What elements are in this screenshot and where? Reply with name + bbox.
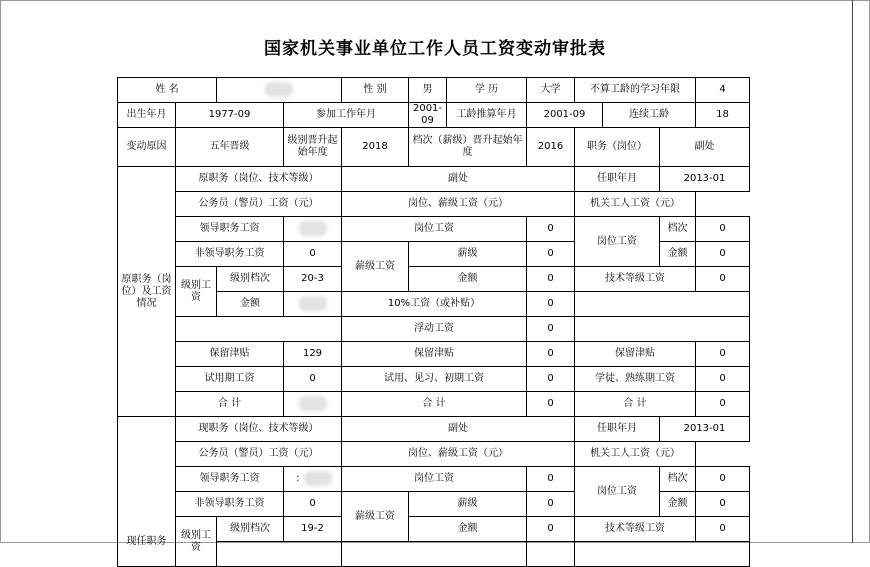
orig-section-label: 原职务（岗位）及工资情况 [118, 167, 176, 417]
orig-worker-grade-value: 0 [696, 217, 750, 242]
seniority-base-value: 2001-09 [527, 103, 603, 128]
name-value [217, 78, 342, 103]
cur-tech-value: 0 [696, 517, 750, 542]
cur-worker-post-label: 岗位工资 [575, 467, 660, 517]
orig-leader-label: 领导职务工资 [176, 217, 284, 242]
row-basic-3 [118, 128, 750, 167]
orig-reserve1-value: 129 [284, 342, 342, 367]
education-label: 学 历 [447, 78, 527, 103]
orig-post-salary-value: 0 [527, 217, 575, 242]
orig-empty-left [176, 317, 342, 342]
row-basic-1 [118, 78, 750, 103]
salary-approval-table [117, 77, 750, 567]
cur-pay-scale-sub: 薪级 [409, 492, 527, 517]
redacted-value [301, 298, 325, 309]
orig-scale-amount-label: 金额 [409, 267, 527, 292]
orig-total2-value: 0 [527, 392, 575, 417]
cur-cutoff-cell [527, 542, 575, 567]
cur-appoint-value: 2013-01 [660, 417, 750, 442]
orig-amount-label: 金额 [217, 292, 284, 317]
redacted-value [301, 398, 325, 409]
orig-reserve2-value: 0 [527, 342, 575, 367]
cur-post-salary-value: 0 [527, 467, 575, 492]
cur-leader-value [284, 467, 342, 492]
orig-nonleader-value: 0 [284, 242, 342, 267]
orig-reserve1-label: 保留津贴 [176, 342, 284, 367]
orig-empty-cell [575, 292, 750, 317]
gender-label: 性 别 [342, 78, 409, 103]
orig-tech-value: 0 [696, 267, 750, 292]
cur-civil-head: 公务员（警员）工资（元） [176, 442, 342, 467]
cur-row-heads [118, 442, 750, 467]
orig-ten-pct-label: 10%工资（或补贴） [342, 292, 527, 317]
level-start-value: 2018 [342, 128, 409, 167]
orig-tech-label: 技术等级工资 [575, 267, 696, 292]
orig-row-float [118, 317, 750, 342]
orig-worker-post-label: 岗位工资 [575, 217, 660, 267]
continuous-service-value: 18 [696, 103, 750, 128]
cur-worker-amount-label: 金额 [660, 492, 696, 517]
orig-total2-label: 合 计 [342, 392, 527, 417]
cur-pay-scale-label: 薪级工资 [342, 492, 409, 542]
cur-row-level [118, 517, 750, 542]
orig-float-label: 浮动工资 [342, 317, 527, 342]
redacted-value [306, 473, 330, 484]
orig-level-grade-value: 20-3 [284, 267, 342, 292]
cur-duty-value: 副处 [342, 417, 575, 442]
orig-row-total [118, 392, 750, 417]
study-years-value: 4 [696, 78, 750, 103]
level-start-label: 级别晋升起始年度 [284, 128, 342, 167]
orig-reserve3-value: 0 [696, 342, 750, 367]
cur-appoint-label: 任职年月 [575, 417, 660, 442]
continuous-service-label: 连续工龄 [603, 103, 696, 128]
orig-apprentice-label: 学徒、熟练期工资 [575, 367, 696, 392]
cur-row-leader [118, 467, 750, 492]
cur-cutoff-cell [575, 542, 750, 567]
cur-duty-label: 现职务（岗位、技术等级） [176, 417, 342, 442]
cur-level-salary-label: 级别工资 [176, 517, 217, 567]
page-edge-line [852, 0, 853, 543]
orig-duty-label: 原职务（岗位、技术等级） [176, 167, 342, 192]
orig-row-reserve [118, 342, 750, 367]
orig-pay-scale-sub: 薪级 [409, 242, 527, 267]
orig-total1-value [284, 392, 342, 417]
orig-level-salary-label: 级别工资 [176, 267, 217, 317]
name-label: 姓 名 [118, 78, 217, 103]
orig-row-trial [118, 367, 750, 392]
seniority-base-label: 工龄推算年月 [447, 103, 527, 128]
orig-worker-head: 机关工人工资（元） [575, 192, 696, 217]
cur-nonleader-value: 0 [284, 492, 342, 517]
cur-leader-label: 领导职务工资 [176, 467, 284, 492]
change-reason-label: 变动原因 [118, 128, 176, 167]
cur-cutoff-cell [217, 542, 342, 567]
orig-row-level [118, 267, 750, 292]
birth-label: 出生年月 [118, 103, 176, 128]
orig-worker-amount-value: 0 [696, 242, 750, 267]
change-reason-value: 五年晋级 [176, 128, 284, 167]
cur-level-grade-label: 级别档次 [217, 517, 284, 542]
cur-worker-amount-value: 0 [696, 492, 750, 517]
orig-trial-label: 试用期工资 [176, 367, 284, 392]
orig-level-grade-label: 级别档次 [217, 267, 284, 292]
position-label: 职务（岗位） [575, 128, 660, 167]
row-basic-2 [118, 103, 750, 128]
orig-total3-label: 合 计 [575, 392, 696, 417]
orig-intern-label: 试用、见习、初期工资 [342, 367, 527, 392]
orig-apprentice-value: 0 [696, 367, 750, 392]
orig-scale-amount-value: 0 [527, 267, 575, 292]
orig-intern-value: 0 [527, 367, 575, 392]
form-title: 国家机关事业单位工作人员工资变动审批表 [264, 39, 606, 59]
orig-trial-value: 0 [284, 367, 342, 392]
orig-appoint-label: 任职年月 [575, 167, 660, 192]
redacted-value [301, 223, 325, 234]
cur-section-cell [118, 417, 176, 567]
cur-section-label: 现任职务 [126, 536, 167, 547]
orig-float-value: 0 [527, 317, 575, 342]
orig-post-salary-head: 岗位、薪级工资（元） [342, 192, 575, 217]
cur-level-grade-value: 19-2 [284, 517, 342, 542]
cur-worker-grade-value: 0 [696, 467, 750, 492]
position-value: 副处 [660, 128, 750, 167]
orig-empty-right [575, 317, 750, 342]
cur-post-salary-head: 岗位、薪级工资（元） [342, 442, 575, 467]
orig-nonleader-label: 非领导职务工资 [176, 242, 284, 267]
grade-start-label: 档次（薪级）晋升起始年度 [409, 128, 527, 167]
orig-total1-label: 合 计 [176, 392, 284, 417]
cur-nonleader-label: 非领导职务工资 [176, 492, 284, 517]
study-years-label: 不算工龄的学习年限 [575, 78, 696, 103]
education-value: 大学 [527, 78, 575, 103]
gender-value: 男 [409, 78, 447, 103]
orig-leader-value [284, 217, 342, 242]
cur-leader-prefix: ： [295, 473, 306, 485]
orig-worker-grade-label: 档次 [660, 217, 696, 242]
cur-pay-scale-value: 0 [527, 492, 575, 517]
cur-scale-amount-value: 0 [527, 517, 575, 542]
orig-amount-value [284, 292, 342, 317]
cur-worker-grade-label: 档次 [660, 467, 696, 492]
orig-reserve2-label: 保留津贴 [342, 342, 527, 367]
orig-row-heads [118, 192, 750, 217]
birth-value: 1977-09 [176, 103, 284, 128]
orig-row-duty [118, 167, 750, 192]
orig-worker-amount-label: 金额 [660, 242, 696, 267]
orig-total3-value: 0 [696, 392, 750, 417]
cur-post-salary-label: 岗位工资 [342, 467, 527, 492]
cur-tech-label: 技术等级工资 [575, 517, 696, 542]
orig-duty-value: 副处 [342, 167, 575, 192]
cur-row-duty [118, 417, 750, 442]
cur-scale-amount-label: 金额 [409, 517, 527, 542]
work-start-value: 2001-09 [409, 103, 447, 128]
orig-pay-scale-value: 0 [527, 242, 575, 267]
work-start-label: 参加工作年月 [284, 103, 409, 128]
redacted-name [267, 84, 291, 95]
grade-start-value: 2016 [527, 128, 575, 167]
orig-civil-head: 公务员（警员）工资（元） [176, 192, 342, 217]
orig-row-leader [118, 217, 750, 242]
cur-cutoff-cell [342, 542, 527, 567]
orig-ten-pct-value: 0 [527, 292, 575, 317]
orig-pay-scale-label: 薪级工资 [342, 242, 409, 292]
orig-appoint-value: 2013-01 [660, 167, 750, 192]
cur-worker-head: 机关工人工资（元） [575, 442, 696, 467]
orig-reserve3-label: 保留津贴 [575, 342, 696, 367]
orig-post-salary-label: 岗位工资 [342, 217, 527, 242]
